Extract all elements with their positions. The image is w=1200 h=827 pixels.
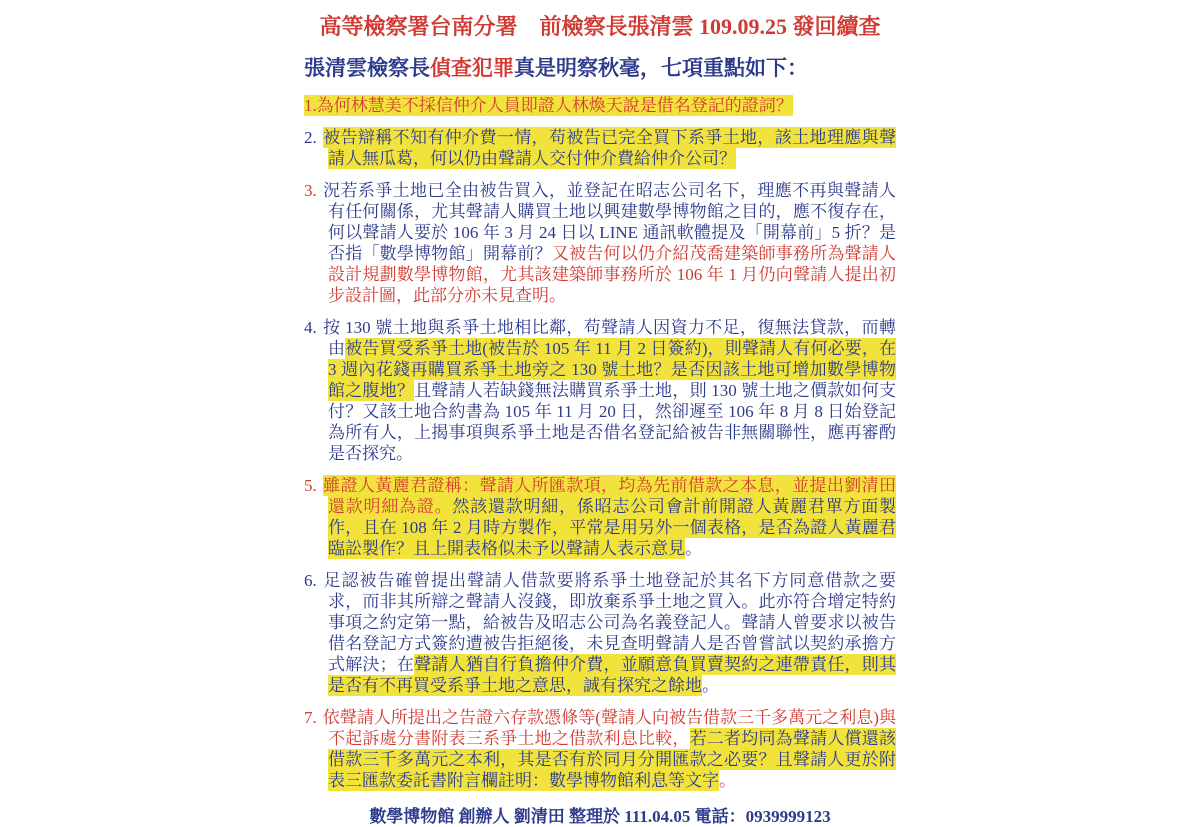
- point-text-segment: 依聲請人所提出之告證六存款憑條等(聲請人向被告借款三千多萬元之利息)與不起訴處分書附表三系爭土地之借款利息比較，: [322, 708, 896, 748]
- point-5: [304, 475, 896, 559]
- document-title: 高等檢察署台南分署 前檢察長張清雲 109.09.25 發回續查: [319, 14, 881, 39]
- point-text-segment: 被告買受系爭土地(被告於 105 年 11 月 2 日簽約)，則聲請人有何必要，在 3 週內花錢再購買系爭土地旁之 130 號土地？是否因該土地可增加數學博物館之腹地？: [328, 339, 896, 400]
- point-text-segment: 且聲請人若缺錢無法購買系爭土地，則 130 號土地之價款如何支付？又該土地合約書為 105 年 11 月 20 日，然卻遲至 106 年 8 月 8 日始登記為所有人，上揭事項與系爭土地是否借名登記給被告非無關聯性，應再審酌是否探究。: [328, 381, 896, 463]
- point-1: [304, 95, 896, 116]
- point-number: 2.: [304, 128, 317, 147]
- point-text-segment: 況若系爭土地已全由被告買入，並登記在昭志公司名下，理應不再與聲請人有任何關係，尤其聲請人購買土地以興建數學博物館之目的，應不復存在，何以聲請人要於 106 年 3 月 24 日以 LINE 通訊軟體提及「開幕前」5 折？是否指「數學博物館」開幕前？: [322, 181, 896, 263]
- point-6: [304, 570, 896, 696]
- point-text-segment: 。: [685, 539, 702, 558]
- point-text-segment: 。: [702, 676, 719, 695]
- point-text-segment: 聲請人猶自行負擔仲介費，並願意負買賣契約之連帶責任，則其是否有不再買受系爭土地之意思，誠有探究之餘地: [328, 655, 896, 695]
- document-footer: 數學博物館 創辦人 劉清田 整理於 111.04.05 電話：0939999123: [369, 807, 831, 826]
- point-2: [304, 127, 896, 169]
- point-number: 6.: [304, 571, 317, 590]
- point-text-segment: 被告辯稱不知有仲介費一情，苟被告已完全買下系爭土地，該土地理應與聲請人無瓜葛，何以仍由聲請人交付仲介費給仲介公司？: [322, 128, 896, 168]
- point-text-segment: 又被告何以仍介紹茂喬建築師事務所為聲請人設計規劃數學博物館，尤其該建築師事務所於 106 年 1 月仍向聲請人提出初步設計圖，此部分亦未見查明。: [328, 244, 896, 305]
- point-text-segment: 足認被告確曾提出聲請人借款要將系爭土地登記於其名下方同意借款之要求，而非其所辯之聲請人沒錢，即放棄系爭土地之買入。此亦符合增定特約事項之約定第一點，給被告及昭志公司為名義登記人。聲請人曾要求以被告借名登記方式簽約遭被告拒絕後，未見查明聲請人是否曾嘗試以契約承擔方式解決；在: [322, 571, 896, 674]
- point-number: 3.: [304, 181, 317, 200]
- point-3: [304, 180, 896, 306]
- point-7: [304, 707, 896, 791]
- point-4: [304, 317, 896, 464]
- point-text-segment: 若二者均同為聲請人償還該借款三千多萬元之本利，其是否有於同月分開匯款之必要？且聲請人更於附表三匯款委託書附言欄註明：數學博物館利息等文字: [328, 729, 896, 790]
- document-subtitle: [304, 52, 896, 82]
- subtitle-segment-emphasis: 偵查犯罪: [430, 56, 514, 80]
- point-number: 1.: [304, 96, 317, 115]
- point-text-segment: 為何林慧美不採信仲介人員即證人林煥天說是借名登記的證詞？: [316, 96, 793, 115]
- point-text-segment: 。: [719, 771, 736, 790]
- point-number: 7.: [304, 708, 317, 727]
- point-number: 4.: [304, 318, 317, 337]
- point-text-segment: 然該還款明細，係昭志公司會計前開證人黃麗君單方面製作，且在 108 年 2 月時方製作，平常是用另外一個表格，是否為證人黃麗君臨訟製作？且上開表格似未予以聲請人表示意見: [328, 497, 897, 558]
- point-number: 5.: [304, 476, 317, 495]
- point-text-segment: 雖證人黃麗君證稱：聲請人所匯款項，均為先前借款之本息，並提出劉清田還款明細為證。: [322, 476, 896, 516]
- subtitle-segment: 張清雲檢察長: [304, 56, 430, 80]
- document: [304, 0, 896, 827]
- point-text-segment: 按 130 號土地與系爭土地相比鄰，苟聲請人因資力不足，復無法貸款，而轉由: [322, 318, 896, 358]
- subtitle-segment: 真是明察秋毫，七項重點如下：: [514, 56, 808, 80]
